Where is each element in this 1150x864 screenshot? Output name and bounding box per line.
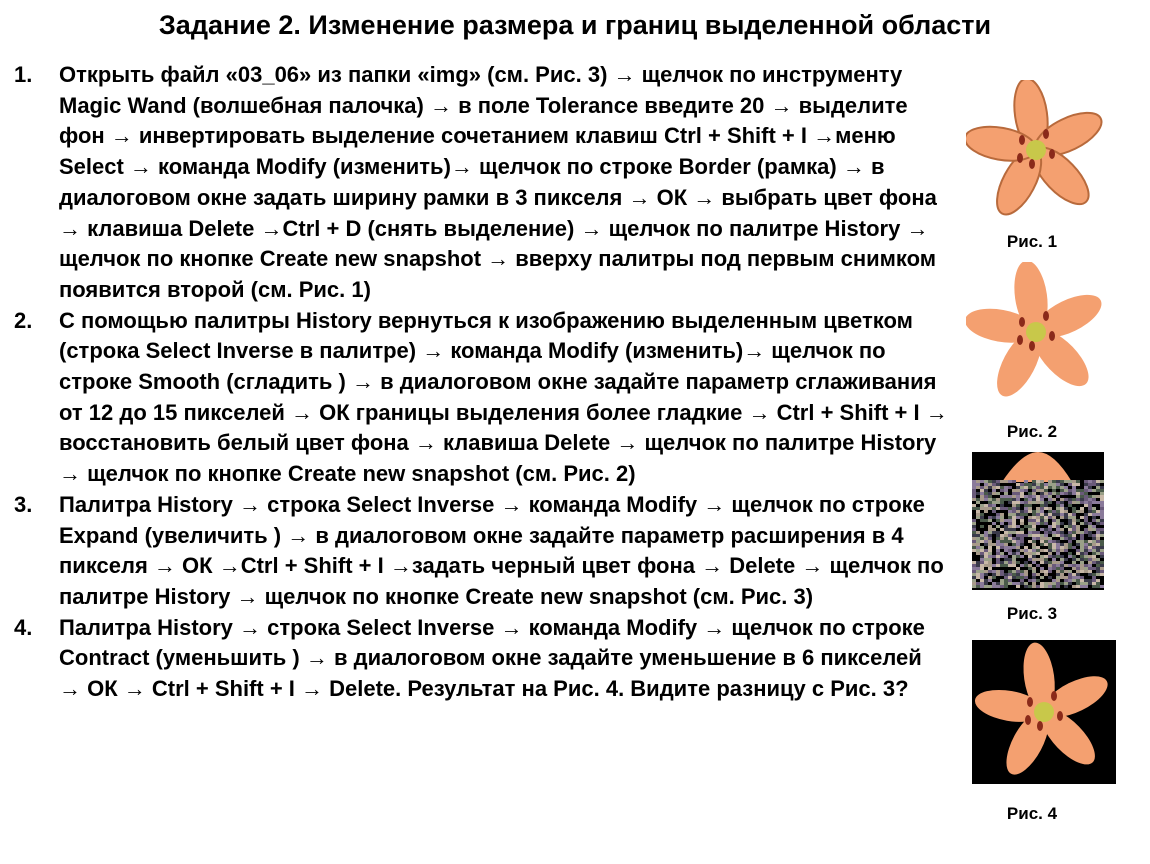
step-2 xyxy=(14,306,949,490)
step-number: 2. xyxy=(14,307,33,333)
figure-3-noise-image xyxy=(972,452,1104,590)
figure-4-caption: Рис. 4 xyxy=(1006,804,1058,823)
step-text: Палитра History → строка Select Inverse → команда Modify → щелчок по строке Expand (увеличить ) → в диалоговом окне задайте параметр расширения в 4 пикселя → ОК →Ctrl + Shift + I →задать черный цвет фона → Delete → щелчок по палитре History → щелчок по кнопке Create new snapshot (см. Рис. 3) xyxy=(59,491,944,609)
step-number: 3. xyxy=(14,491,33,517)
step-3 xyxy=(14,490,949,613)
figure-4-lily-image xyxy=(972,640,1116,784)
instruction-list xyxy=(14,60,949,705)
step-1 xyxy=(14,60,949,306)
lily-flower-icon xyxy=(966,262,1106,402)
figure-1-caption: Рис. 1 xyxy=(1006,232,1058,251)
page-title: Задание 2. Изменение размера и границ выделенной области xyxy=(158,10,992,40)
noise-pattern-icon xyxy=(972,452,1104,590)
step-4 xyxy=(14,613,949,705)
figure-3-caption: Рис. 3 xyxy=(1006,604,1058,623)
step-number: 1. xyxy=(14,62,33,87)
figure-2-caption: Рис. 2 xyxy=(1006,422,1058,441)
step-text: Палитра History → строка Select Inverse → команда Modify → щелчок по строке Contract (уменьшить ) → в диалоговом окне задайте уменьшение в 6 пикселей → ОК → Ctrl + Shift + I → Delete. Результат на Рис. 4. Видите разницу с Рис. 3? xyxy=(59,614,925,702)
step-text: Открыть файл «03_06» из папки «img» (см. Рис. 3) → щелчок по инструменту Magic Wand (волшебная палочка) → в поле Tolerance введите 20 → выделите фон → инвертировать выделение сочетанием клавиш Ctrl + Shift + I →меню Select → команда Modify (изменить)→ щелчок по строке Border (рамка) → в диалоговом окне задать ширину рамки в 3 пикселя → ОК → выбрать цвет фона → клавиша Delete →Ctrl + D (снять выделение) → щелчок по палитре History → щелчок по кнопке Create new snapshot → вверху палитры под первым снимком появится второй (см. Рис. 1) xyxy=(59,62,937,302)
lily-flower-icon xyxy=(966,80,1106,220)
lily-flower-icon xyxy=(972,640,1116,784)
step-number: 4. xyxy=(14,614,33,640)
figure-1-lily-image xyxy=(966,80,1106,220)
step-text: С помощью палитры History вернуться к изображению выделенным цветком (строка Select Inverse в палитре) → команда Modify (изменить)→ щелчок по строке Smooth (сгладить ) → в диалоговом окне задайте параметр сглаживания от 12 до 15 пикселей → ОК границы выделения более гладкие → Ctrl + Shift + I → восстановить белый цвет фона → клавиша Delete → щелчок по палитре History → щелчок по кнопке Create new snapshot (см. Рис. 2) xyxy=(59,307,948,487)
figure-2-lily-image xyxy=(966,262,1106,402)
